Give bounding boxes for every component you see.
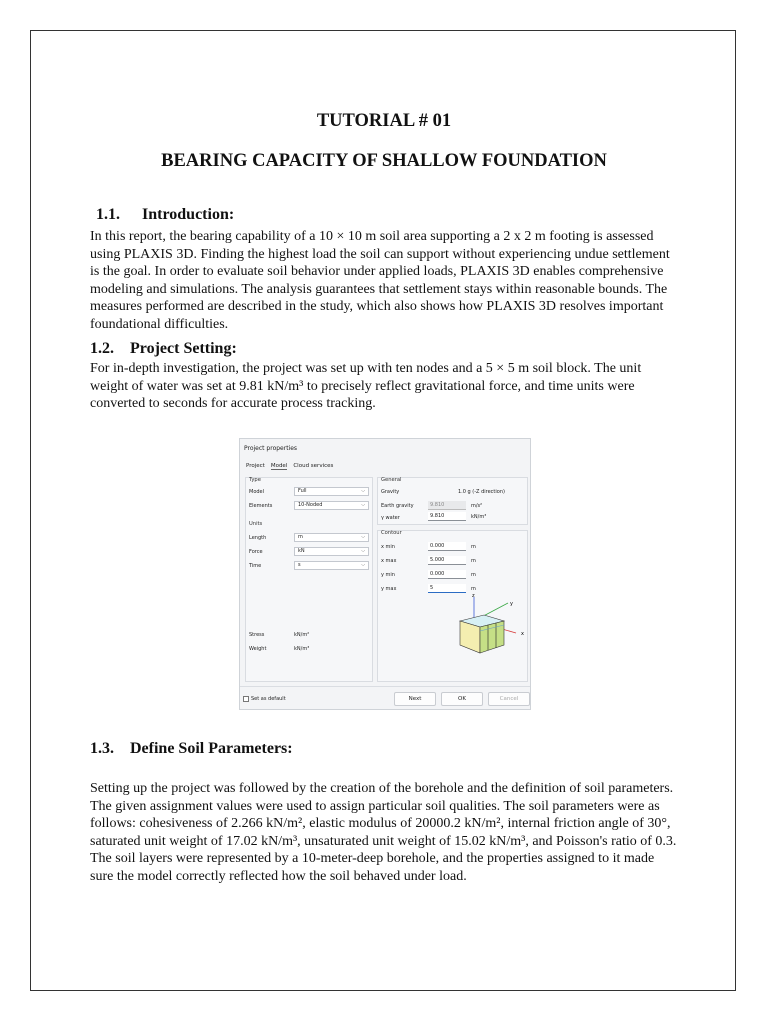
type-group-label: Type <box>249 477 261 483</box>
next-button[interactable]: Next <box>394 692 436 706</box>
force-label: Force <box>249 549 263 555</box>
ymax-unit: m <box>471 586 476 592</box>
gravity-value: 1.0 g (-Z direction) <box>458 489 505 495</box>
length-select[interactable]: m ⌵ <box>294 533 369 542</box>
section-title: Define Soil Parameters: <box>130 740 293 757</box>
ok-button[interactable]: OK <box>441 692 483 706</box>
axis-x-label: x <box>521 631 524 637</box>
xmax-unit: m <box>471 558 476 564</box>
weight-label: Weight <box>249 646 267 652</box>
footer-divider <box>240 686 531 687</box>
elements-select[interactable]: 10-Noded ⌵ <box>294 501 369 510</box>
stress-value: kN/m² <box>294 632 310 638</box>
earth-gravity-field: 9.810 <box>428 501 466 510</box>
force-select[interactable]: kN ⌵ <box>294 547 369 556</box>
stress-label: Stress <box>249 632 265 638</box>
chevron-down-icon: ⌵ <box>361 488 365 494</box>
ymin-field[interactable]: 0.000 <box>428 570 466 579</box>
gamma-water-label: γ water <box>381 515 400 521</box>
general-group-label: General <box>381 477 402 483</box>
section-heading-introduction <box>96 206 234 224</box>
set-default-checkbox[interactable] <box>243 696 249 702</box>
model-select[interactable]: Full ⌵ <box>294 487 369 496</box>
project-setting-paragraph: For in-depth investigation, the project was set up with ten nodes and a 5 × 5 m soil block. The unit weight of water was set at 9.81 kN/m³ to precisely reflect gravitational force, and time units were converted to seconds for accurate process tracking. <box>90 361 642 412</box>
cancel-button[interactable]: Cancel <box>488 692 530 706</box>
gamma-water-field[interactable]: 9.810 <box>428 512 466 521</box>
page-subtitle: BEARING CAPACITY OF SHALLOW FOUNDATION <box>161 151 607 171</box>
ymax-label: y max <box>381 586 397 592</box>
introduction-paragraph: In this report, the bearing capability of a 10 × 10 m soil area supporting a 2 x 2 m footing is assessed using PLAXIS 3D. Finding the highest load the soil can support without experiencing undue settlement is the goal. In order to evaluate soil behavior under applied loads, PLAXIS 3D enables comprehensive modeling and simulations. The analysis guarantees that settlement stays within reasonable bounds. The measures performed are described in the study, which also shows how PLAXIS 3D resolves important foundational difficulties. <box>90 229 670 332</box>
chevron-down-icon: ⌵ <box>361 534 365 540</box>
tab-cloud-services[interactable]: Cloud services <box>293 463 334 469</box>
length-label: Length <box>249 535 267 541</box>
axis-y-label: y <box>510 601 513 607</box>
section-heading-define-soil-parameters <box>90 740 293 758</box>
window-title: Project properties <box>244 445 298 452</box>
ymin-label: y min <box>381 572 395 578</box>
project-properties-screenshot <box>239 438 531 710</box>
gamma-water-unit: kN/m³ <box>471 514 487 520</box>
tab-project[interactable]: Project <box>246 463 265 469</box>
earth-gravity-unit: m/s² <box>471 503 483 509</box>
set-default-label: Set as default <box>251 696 286 702</box>
ymax-field[interactable]: 5 <box>428 584 466 593</box>
soil-block-3d-icon <box>452 593 531 665</box>
chevron-down-icon: ⌵ <box>361 562 365 568</box>
contour-group-label: Contour <box>381 530 402 536</box>
section-number: 1.3. <box>90 740 114 757</box>
weight-value: kN/m³ <box>294 646 310 652</box>
section-heading-project-setting <box>90 340 237 358</box>
time-select[interactable]: s ⌵ <box>294 561 369 570</box>
chevron-down-icon: ⌵ <box>361 502 365 508</box>
section-number: 1.2. <box>90 340 114 357</box>
earth-gravity-label: Earth gravity <box>381 503 414 509</box>
ymin-unit: m <box>471 572 476 578</box>
section-title: Project Setting: <box>130 340 237 357</box>
page-title: TUTORIAL # 01 <box>316 111 452 131</box>
xmin-field[interactable]: 0.000 <box>428 542 466 551</box>
soil-parameters-paragraph: Setting up the project was followed by the creation of the borehole and the definition of soil parameters. The given assignment values were used to assign particular soil qualities. The soil parameters were as follows: cohesiveness of 2.266 kN/m², elastic modulus of 20000.2 kN/m², internal friction angle of 30°, saturated unit weight of 17.02 kN/m³, unsaturated unit weight of 15.02 kN/m³, and Poisson's ratio of 0.3. The soil layers were represented by a 10-meter-deep borehole, and the properties assigned to it made sure the model correctly reflected how the soil behaved under load. <box>90 781 677 884</box>
time-label: Time <box>249 563 262 569</box>
gravity-label: Gravity <box>381 489 400 495</box>
units-group-label: Units <box>249 521 263 527</box>
axis-z-label: z <box>472 593 475 599</box>
section-number: 1.1. <box>96 206 120 223</box>
tab-bar <box>246 463 333 470</box>
xmax-label: x max <box>381 558 397 564</box>
xmin-unit: m <box>471 544 476 550</box>
tab-model[interactable]: Model <box>270 463 288 469</box>
chevron-down-icon: ⌵ <box>361 548 365 554</box>
model-label: Model <box>249 489 265 495</box>
elements-label: Elements <box>249 503 273 509</box>
section-title: Introduction: <box>142 206 235 223</box>
xmin-label: x min <box>381 544 395 550</box>
xmax-field[interactable]: 5.000 <box>428 556 466 565</box>
